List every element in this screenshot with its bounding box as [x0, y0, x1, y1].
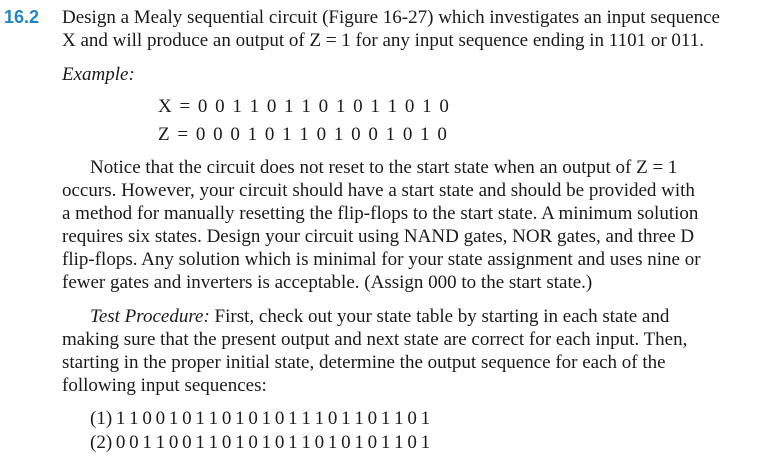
input-sequence-1: (1) 1 1 0 0 1 0 1 1 0 1 0 1 0 1 1 1 0 1 1 0 1 1 0 1	[90, 408, 431, 429]
test-line-1-text: First, check out your state table by starting in each state and	[214, 306, 670, 327]
example-label: Example:	[62, 64, 135, 85]
test-procedure-label: Test Procedure:	[90, 306, 210, 327]
notice-line-5: flip-flops. Any solution which is minimal for your state assignment and uses nine or	[62, 249, 701, 270]
notice-line-3: a method for manually resetting the flip-flops to the start state. A minimum solution	[62, 203, 699, 224]
notice-line-4: requires six states. Design your circuit using NAND gates, NOR gates, and three D	[62, 226, 695, 247]
notice-line-1: Notice that the circuit does not reset to the start state when an output of Z = 1	[90, 157, 678, 178]
notice-line-6: fewer gates and inverters is acceptable. (Assign 000 to the start state.)	[62, 272, 593, 293]
example-z-sequence: Z = 0 0 0 1 0 1 1 0 1 0 0 1 0 1 0	[158, 124, 449, 145]
test-line-2: making sure that the present output and next state are correct for each input. Then,	[62, 329, 688, 350]
input-sequence-2: (2) 0 0 1 1 0 0 1 1 0 1 0 1 0 1 1 0 1 0 1 0 1 1 0 1	[90, 432, 431, 453]
intro-line-1: Design a Mealy sequential circuit (Figure 16-27) which investigates an input sequence	[62, 7, 720, 28]
intro-line-2: X and will produce an output of Z = 1 for any input sequence ending in 1101 or 011.	[62, 30, 704, 51]
test-line-1	[90, 306, 669, 328]
example-x-sequence: X = 0 0 1 1 0 1 1 0 1 0 1 1 0 1 0	[158, 96, 451, 117]
problem-number: 16.2	[4, 7, 40, 27]
test-line-3: starting in the proper initial state, determine the output sequence for each of the	[62, 352, 666, 373]
notice-line-2: occurs. However, your circuit should have a start state and should be provided with	[62, 180, 695, 201]
test-line-4: following input sequences:	[62, 375, 267, 396]
